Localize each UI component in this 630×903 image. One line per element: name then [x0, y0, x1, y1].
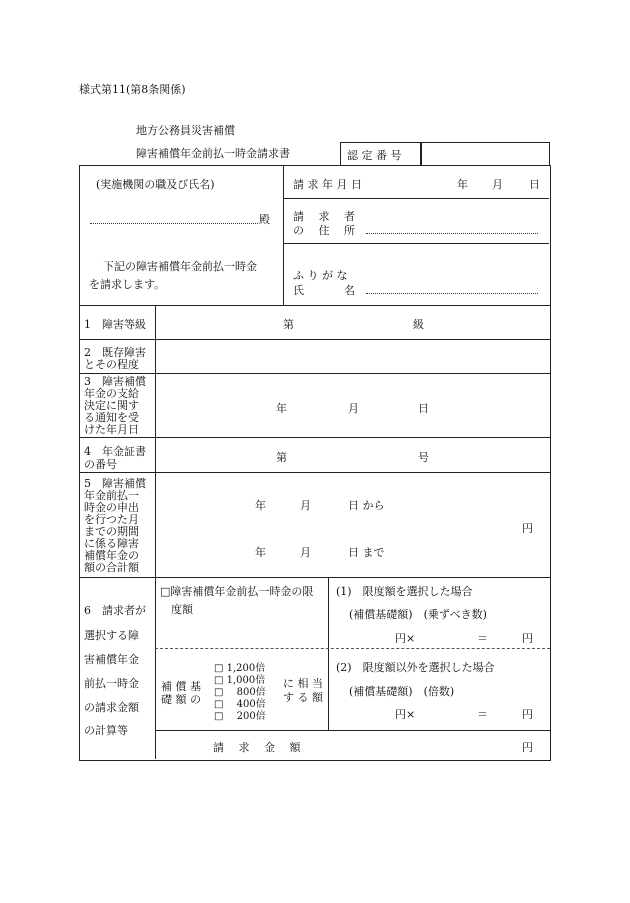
period-to-month[interactable]: 月: [300, 546, 311, 559]
period-total-yen: 円: [522, 522, 533, 535]
option2-yen-x[interactable]: 円×: [395, 708, 416, 721]
multiplier-1200[interactable]: □ 1,200倍: [214, 663, 266, 674]
decision-year[interactable]: 年: [276, 402, 287, 415]
period-label-6: に係る障害: [84, 537, 139, 550]
period-from-month[interactable]: 月: [300, 499, 311, 512]
option1-subtitle: (補償基礎額) (乗ずべき数): [349, 608, 487, 621]
total-amount-label: 請 求 金 額: [213, 741, 301, 754]
request-date-day[interactable]: 日: [529, 178, 540, 191]
calc-label-2: 選択する障: [84, 629, 139, 642]
request-date-label: 請 求 年 月 日: [293, 178, 362, 191]
agency-name: 地方公務員災害補償: [136, 124, 235, 137]
grade-dai: 第: [283, 318, 294, 331]
option1-yen[interactable]: 円: [522, 632, 533, 645]
institution-label: (実施機関の職及び氏名): [96, 178, 215, 191]
period-label-3: 時金の申出: [84, 501, 139, 514]
decision-date-label-4: る通知を受: [84, 411, 139, 424]
existing-disability-label-2: とその程度: [84, 358, 139, 371]
period-label-4: を行つた月: [84, 513, 139, 526]
period-to-day[interactable]: 日 まで: [348, 546, 385, 559]
form-title: 障害補償年金前払一時金請求書: [136, 147, 290, 160]
total-amount-yen[interactable]: 円: [522, 741, 533, 754]
grade-kyu: 級: [413, 318, 424, 331]
request-text-line1: 下記の障害補償年金前払一時金: [103, 260, 257, 273]
period-to-year[interactable]: 年: [255, 546, 266, 559]
multiplier-1000[interactable]: □ 1,000倍: [214, 675, 266, 686]
certificate-label-2: の番号: [84, 458, 117, 471]
calc-label-1: 6 請求者が: [84, 604, 146, 617]
calc-label-4: 前払一時金: [84, 677, 139, 690]
institution-name-field[interactable]: [90, 223, 258, 224]
decision-date-label-1: 3 障害補償: [84, 375, 146, 388]
multiplier-400[interactable]: □ 400倍: [214, 699, 266, 710]
cert-number-label: 認 定 番 号: [347, 149, 402, 162]
grade-label: 1 障害等級: [84, 318, 146, 331]
certificate-label-1: 4 年金証書: [84, 445, 146, 458]
calc-dashed-separator: [155, 648, 550, 649]
period-label-5: までの期間: [84, 525, 139, 538]
decision-month[interactable]: 月: [348, 402, 359, 415]
equivalent-label-2: す る 額: [283, 691, 323, 704]
decision-day[interactable]: 日: [418, 402, 429, 415]
base-amount-label-2: 礎 額 の: [161, 693, 201, 706]
option2-subtitle: (補償基礎額) (倍数): [349, 685, 455, 698]
form-number: 様式第11(第8条関係): [79, 83, 186, 96]
address-label-1: 請 求 者: [293, 210, 355, 223]
period-from-year[interactable]: 年: [255, 499, 266, 512]
decision-date-label-2: 年金の支給: [84, 387, 139, 400]
decision-date-label-3: 決定に関す: [84, 399, 139, 412]
decision-date-label-5: けた年月日: [84, 423, 139, 436]
equivalent-label-1: に 相 当: [283, 677, 323, 690]
calc-label-5: の請求金額: [84, 701, 139, 714]
option1-yen-x[interactable]: 円×: [395, 632, 416, 645]
option1-equals: ＝: [477, 632, 488, 645]
limit-checkbox-label-2: 度額: [171, 603, 193, 616]
furigana-label: ふ り が な: [293, 269, 348, 282]
base-amount-label-1: 補 償 基: [161, 680, 201, 693]
multiplier-800[interactable]: □ 800倍: [214, 687, 266, 698]
period-label-8: 額の合計額: [84, 561, 139, 574]
period-label-7: 補償年金の: [84, 549, 139, 562]
limit-checkbox-label-1[interactable]: □障害補償年金前払一時金の限: [160, 585, 314, 598]
existing-disability-label-1: 2 既存障害: [84, 346, 146, 359]
name-field[interactable]: [366, 293, 538, 294]
certificate-go: 号: [418, 451, 429, 464]
option2-equals: ＝: [477, 708, 488, 721]
multiplier-200[interactable]: □ 200倍: [214, 711, 266, 722]
dono-label: 殿: [259, 213, 270, 226]
name-label: 氏 名: [293, 284, 355, 297]
period-from-day[interactable]: 日 から: [348, 499, 385, 512]
option2-title: (2) 限度額以外を選択した場合: [336, 661, 495, 674]
calc-label-3: 害補償年金: [84, 653, 139, 666]
address-field[interactable]: [366, 233, 538, 234]
period-label-2: 年金前払一: [84, 489, 139, 502]
request-date-month[interactable]: 月: [492, 178, 503, 191]
request-date-year[interactable]: 年: [457, 178, 468, 191]
certificate-dai: 第: [276, 451, 287, 464]
calc-label-6: の計算等: [84, 724, 128, 737]
option1-title: (1) 限度額を選択した場合: [336, 585, 473, 598]
address-label-2: の 住 所: [293, 224, 355, 237]
option2-yen[interactable]: 円: [522, 708, 533, 721]
period-label-1: 5 障害補償: [84, 477, 146, 490]
request-text-line2: を請求します。: [89, 278, 166, 291]
cert-number-field[interactable]: [420, 142, 550, 166]
